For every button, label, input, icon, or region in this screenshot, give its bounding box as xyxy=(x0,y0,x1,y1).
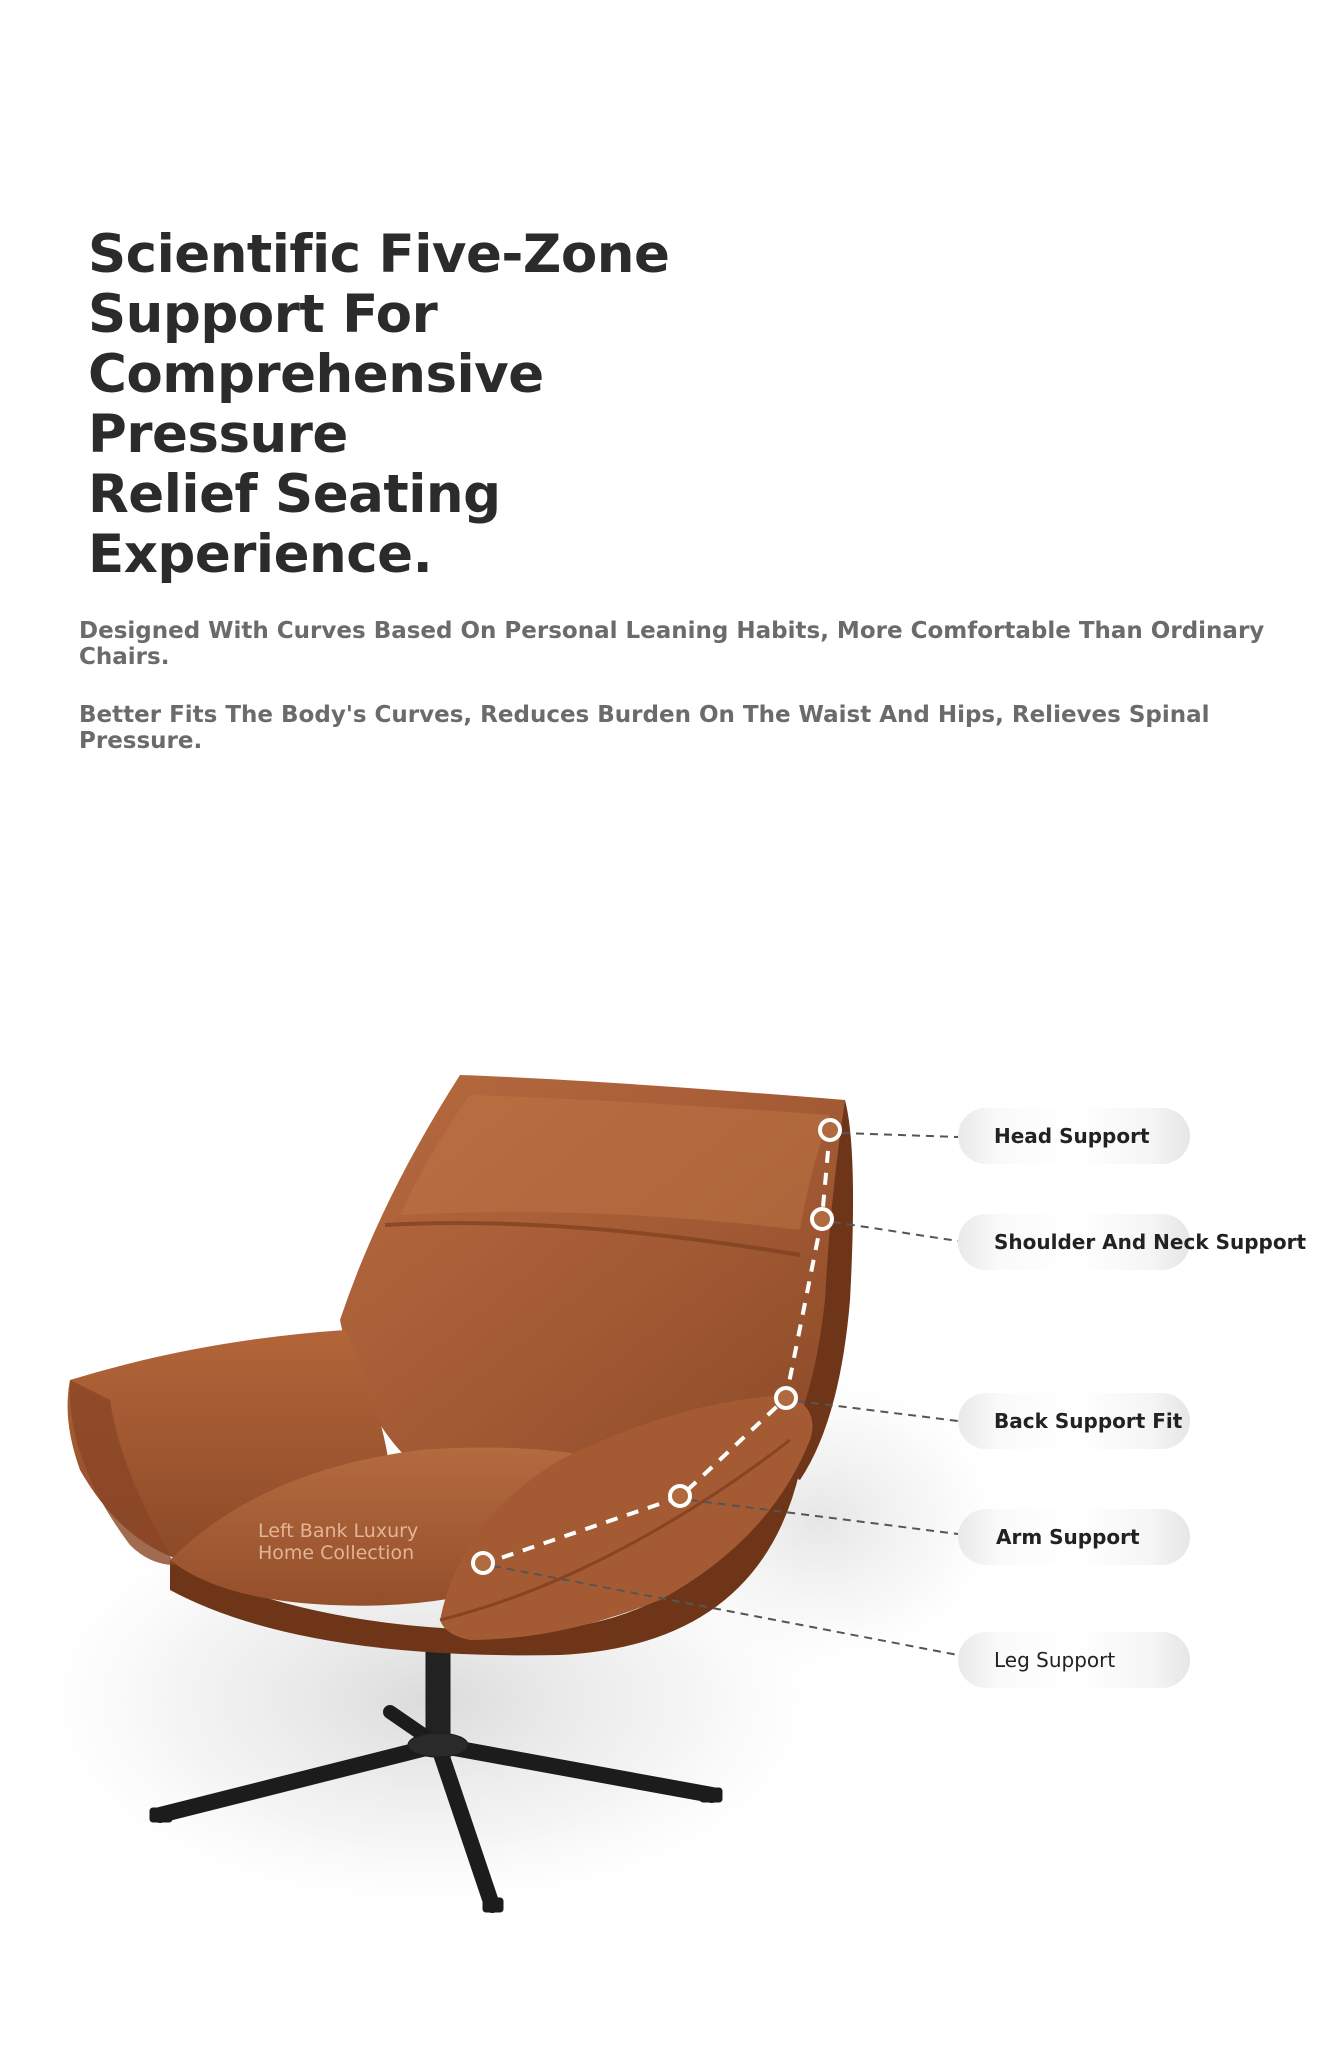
subtitle-spine: Better Fits The Body's Curves, Reduces Burden On The Waist And Hips, Relieves Spinal Pressure. xyxy=(79,702,1210,754)
watermark-line-2: Home Collection xyxy=(258,1542,415,1564)
chair-headrest-highlight xyxy=(400,1095,830,1230)
leader-line-head xyxy=(842,1133,958,1137)
marker-arm xyxy=(670,1486,690,1506)
headline-line-2: Support For xyxy=(88,284,438,345)
label-arm-support: Arm Support xyxy=(996,1525,1140,1549)
headline-line-4: Relief Seating xyxy=(88,464,501,525)
marker-head xyxy=(820,1120,840,1140)
page-headline xyxy=(88,225,808,585)
headline-line-5: Experience. xyxy=(88,524,433,585)
label-back-support: Back Support Fit xyxy=(994,1409,1183,1433)
watermark-line-1: Left Bank Luxury xyxy=(258,1520,419,1542)
label-leg-support: Leg Support xyxy=(994,1648,1116,1672)
label-shoulder-neck-support: Shoulder And Neck Support xyxy=(994,1230,1307,1254)
subtitle-curves: Designed With Curves Based On Personal Leaning Habits, More Comfortable Than Ordinary Chairs. xyxy=(79,618,1265,670)
marker-back xyxy=(776,1388,796,1408)
marker-shoulder xyxy=(812,1209,832,1229)
watermark xyxy=(258,1520,418,1564)
headline-line-1: Scientific Five-Zone xyxy=(88,224,670,285)
marker-leg xyxy=(473,1553,493,1573)
label-head-support: Head Support xyxy=(994,1124,1150,1148)
headline-line-3: Comprehensive Pressure xyxy=(88,344,544,465)
